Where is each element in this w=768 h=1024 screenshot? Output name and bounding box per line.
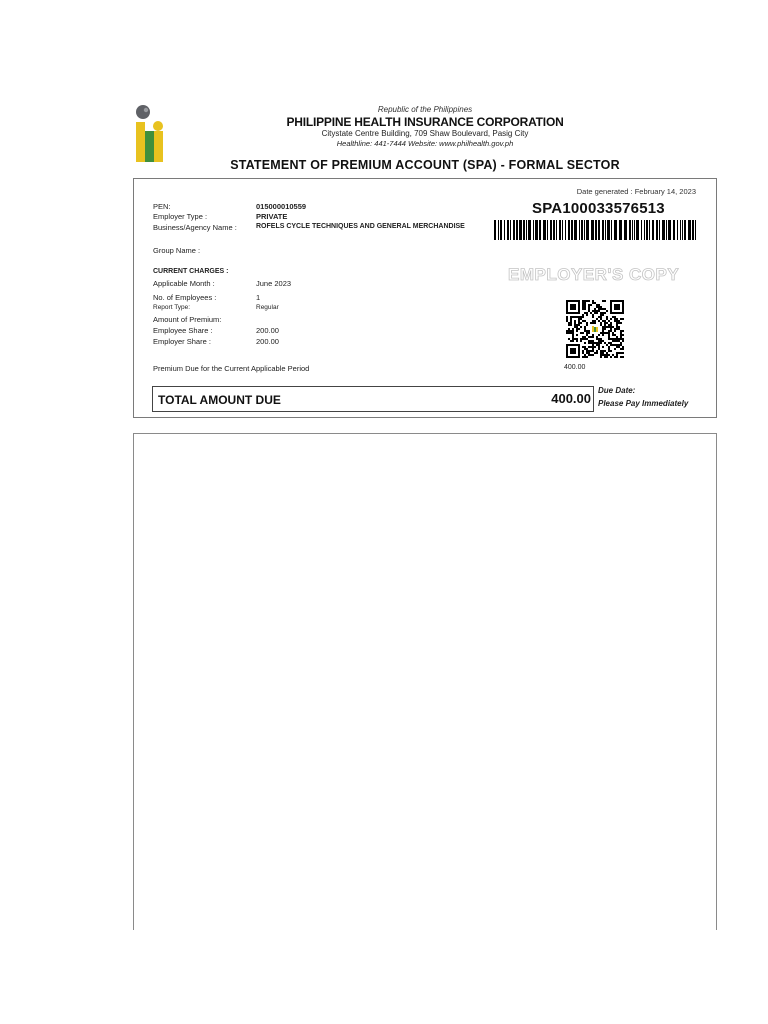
- employee-share-value: 200.00: [256, 326, 279, 335]
- applicable-month-value: June 2023: [256, 279, 292, 288]
- employees-label: No. of Employees :: [153, 293, 217, 302]
- current-charges-label: CURRENT CHARGES :: [153, 268, 229, 275]
- report-type-value: Regular: [256, 304, 279, 311]
- applicable-month-label: Applicable Month :: [153, 279, 215, 288]
- due-date-label: Due Date:: [598, 386, 636, 395]
- organization-address: Citystate Centre Building, 709 Shaw Boulevard, Pasig City: [321, 129, 529, 138]
- employee-share-label: Employee Share :: [153, 326, 213, 335]
- pay-immediately-note: Please Pay Immediately: [598, 399, 689, 408]
- spa-number: SPA100033576513: [532, 200, 665, 217]
- business-name-label: Business/Agency Name :: [153, 223, 237, 232]
- employees-value: 1: [256, 293, 261, 302]
- blank-panel: [133, 433, 717, 930]
- group-name-label: Group Name :: [153, 246, 201, 255]
- pen-value: 015000010559: [256, 202, 307, 211]
- total-amount-label: TOTAL AMOUNT DUE: [158, 393, 281, 407]
- premium-due-label: Premium Due for the Current Applicable Period: [153, 364, 310, 373]
- total-amount-value: 400.00: [551, 391, 591, 406]
- employer-share-value: 200.00: [256, 337, 279, 346]
- qr-code: [566, 300, 624, 358]
- pen-label: PEN:: [153, 202, 171, 211]
- business-name-value: ROFELS CYCLE TECHNIQUES AND GENERAL MERCHANDISE: [256, 223, 465, 230]
- spa-barcode: [494, 220, 696, 240]
- total-amount-box: [152, 386, 594, 412]
- philhealth-logo: [134, 104, 168, 164]
- organization-name: PHILIPPINE HEALTH INSURANCE CORPORATION: [286, 115, 564, 129]
- document-title: STATEMENT OF PREMIUM ACCOUNT (SPA) - FORMAL SECTOR: [230, 158, 620, 172]
- date-generated: Date generated : February 14, 2023: [576, 187, 696, 196]
- statement-panel: [133, 178, 717, 418]
- employers-copy-watermark: EMPLOYER'S COPY: [508, 265, 680, 284]
- employer-type-value: PRIVATE: [256, 212, 288, 221]
- amount-of-premium-label: Amount of Premium:: [153, 315, 222, 324]
- republic-line: Republic of the Philippines: [377, 105, 473, 114]
- employer-share-label: Employer Share :: [153, 337, 211, 346]
- premium-due-value: 400.00: [564, 364, 586, 371]
- report-type-label: Report Type:: [153, 304, 191, 311]
- hotline-website: Healthline: 441-7444 Website: www.philhealth.gov.ph: [336, 139, 514, 148]
- employer-type-label: Employer Type :: [153, 212, 208, 221]
